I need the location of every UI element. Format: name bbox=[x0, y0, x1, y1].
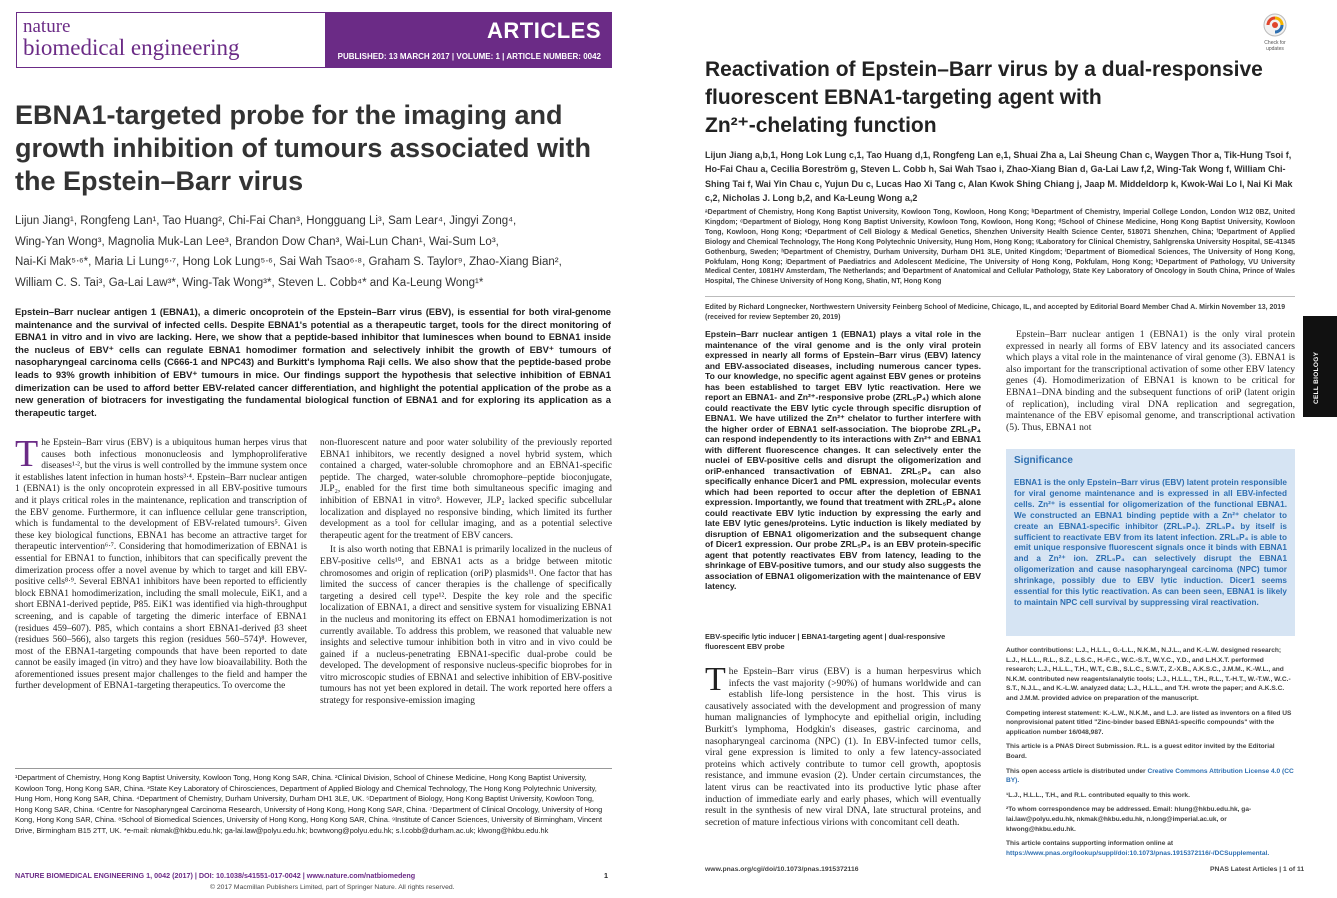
side-tab-label: CELL BIOLOGY bbox=[1313, 351, 1320, 404]
correspondence: ²To whom correspondence may be addressed. Email: hlung@hkbu.edu.hk, ga-lai.law@polyu.edu.hk, nkmak@hkbu.edu.hk, n.long@imperial.ac.uk, or klwong@hkbu.edu.hk. bbox=[1006, 806, 1252, 833]
check-updates-label: Check for updates bbox=[1264, 40, 1286, 52]
publication-info: PUBLISHED: 13 MARCH 2017 | VOLUME: 1 | ARTICLE NUMBER: 0042 bbox=[337, 52, 601, 61]
drop-cap: T bbox=[15, 438, 39, 475]
author-list: Lijun Jiang a,b,1, Hong Lok Lung c,1, Tao Huang d,1, Rongfeng Lan e,1, Shuai Zha a, Lai Sheung Chan c, Waygen Thor a, Tik-Hung Tsoi f, Ho-Fai Chau a, Cecilia Boreström g, Steven L. Cobb h, Sai Wah Tsao i, Zhao-Xiang Bian d, Ga-Lai Law f,2, Wing-Tak Wong f, William Chi-Shing Tai f, Wai Yin Chau c, Yujun Du c, Lucas Hao Xi Tang c, Alan Kwok Shing Chiang j, Jaap M. Middeldorp k, Kwok-Wai Lo l, Nai Ki Mak c,2, Nicholas J. Long b,2, and Ka-Leung Wong a,2 bbox=[705, 150, 1293, 204]
journal-name-line2: biomedical engineering bbox=[23, 35, 240, 60]
body-text: he Epstein–Barr virus (EBV) is a ubiquitous human herpes virus that causes both infectious mononucleosis and lymphoproliferative diseases¹ᐧ², but the virus is well controlled by the immune system once it establishes latent infection in human hosts³ᐧ⁴. Epstein–Barr nuclear antigen 1 (EBNA1) is the only oncoprotein expressed in all EBV-positive tumours and it plays critical roles in the maintenance, replication and transcription of the EBV genome. Furthermore, it can influence cellular gene transcription, which is fundamental to the development of EBV-related tumours⁵. Given these key biological functions, EBNA1 has become an attractive target for therapeutic intervention⁶ᐧ⁷. Considering that homodimerization of EBNA1 is essential for EBNA1 to function, inhibitors that can specifically prevent the dimerization process offer a novel avenue by which to target and kill EBV-positive cells⁸ᐧ⁹. Several EBNA1 inhibitors have been reported to efficiently block EBNA1 homodimerization, including the small molecule, EiK1, and a short EBNA1-derived peptide, P85. EiK1 was identified via high-throughput screening, and is capable of targeting the dimeric interface of EBNA1 (residues 459–607). P85, which contains a short EBNA1-derived β3 sheet (residues 560–566), also targets this region (residues 560–574)⁸. However, most of the EBNA1-targeting compounds that have been reported to date cannot be easily imaged (in vitro) and they have low bioavailability. Both the aforementioned issues present major challenges to the field and hamper the further development of EBNA1-targeting therapeutics. To overcome the bbox=[15, 438, 307, 692]
competing-interest: Competing interest statement: K.-L.W., N.K.M., and L.J. are listed as inventors on a filed US nonprovisional patent titled "Zinc-binder based EBNA1-specific compounds" with the application number 16/048,987. bbox=[1006, 709, 1292, 736]
article-title: EBNA1-targeted probe for the imaging and growth inhibition of tumours associated with the Epstein–Barr virus bbox=[15, 100, 591, 196]
pnas-direct-note: This article is a PNAS Direct Submission. R.L. is a guest editor invited by the Editorial Board. bbox=[1006, 743, 1275, 760]
journal-logo bbox=[23, 17, 240, 59]
citation-footer: NATURE BIOMEDICAL ENGINEERING 1, 0042 (2017) | DOI: 10.1038/s41551-017-0042 | www.nature.com/natbiomedeng bbox=[15, 871, 416, 880]
body-paragraph: It is also worth noting that EBNA1 is primarily localized in the nucleus of EBV-positive cells¹⁰, and EBNA1 acts as a bridge between mitotic chromosomes and origin of replication (oriP) plasmids¹¹. One factor that has limited the success of cancer therapies is the challenge of specifically targeting a desired cell type¹². Despite the key role and the specific localization of EBNA1, a direct and sensitive system for visualizing EBNA1 in the nucleus and monitoring its effect on EBNA1 homodimerization is not currently available. To address this problem, we reasoned that valuable new insights and selective tumour inhibition both in vitro and in vivo could be gained if a nucleus-penetrating EBNA1-specific dual-probe could be developed. The development of responsive nucleus-specific bioprobes for in vitro microscopic studies of EBNA1 and selective inhibition of EBV-positive tumours has not yet been explored in detail. The work reported here offers a strategy for responsive-emission imaging bbox=[320, 545, 612, 707]
supporting-link[interactable]: https://www.pnas.org/lookup/suppl/doi:10.1073/pnas.1915372116/-/DCSupplemental. bbox=[1006, 849, 1270, 857]
affiliation-footnotes: ¹Department of Chemistry, Hong Kong Baptist University, Kowloon Tong, Hong Kong SAR, China. ²Clinical Division, School of Chinese Medicine, Hong Kong Baptist University, Kowloon Tong, Hong Kong SAR, China. ³State Key Laboratory of Chirosciences, Department of Applied Biology and Chemical Technology, The Hong Kong Polytechnic University, Hung Hom, Hong Kong SAR, China. ⁴Department of Chemistry, Durham University, Durham DH1 3LE, UK. ⁵Department of Biology, Hong Kong Baptist University, Kowloon Tong, Hong Kong SAR, China. ⁶Centre for Nasopharyngeal Carcinoma Research, University of Hong Kong, Hong Kong SAR, China. ⁷Department of Clinical Oncology, University of Hong Kong, Hong Kong SAR, China. ⁸School of Biomedical Sciences, University of Hong Kong, Hong Kong SAR, China. ⁹Institute of Cancer Sciences, University of Birmingham, Vincent Drive, Birmingham B15 2TT, UK. *e-mail: nkmak@hkbu.edu.hk; ga-lai.law@polyu.edu.hk; bcwtwong@polyu.edu.hk; s.l.cobb@durham.ac.uk; klwong@hkbu.edu.hk bbox=[15, 773, 603, 835]
page-footer: PNAS Latest Articles | 1 of 11 bbox=[1210, 866, 1305, 873]
left-article-page bbox=[0, 0, 630, 898]
body-column-right: Epstein–Barr nuclear antigen 1 (EBNA1) is the only viral protein expressed in nearly all forms of EBV latency and its associated cancers which plays a vital role in the maintenance of viral genome (3). EBNA1 is also important for the transcriptional activation of some other EBV latency genes (4). Homodimerization of EBNA1 is known to be critical for EBNA1–DNA binding and the subsequent functions of oriP (latent origin of replication), including viral DNA replication and segregation, maintenance of the EBV episomal genome, and transcriptional activation (5). Thus, EBNA1 not bbox=[1006, 329, 1295, 433]
author-line: Nai-Ki Mak⁵ᐧ⁶*, Maria Li Lung⁶ᐧ⁷, Hong Lok Lung⁵ᐧ⁶, Sai Wah Tsao⁶ᐧ⁸, Graham S. Taylor⁹, Zhao-Xiang Bian², bbox=[15, 256, 562, 268]
author-line: Wing-Yan Wong³, Magnolia Muk-Lan Lee³, Brandon Dow Chan³, Wai-Lun Chan¹, Wai-Sum Lo³, bbox=[15, 235, 499, 248]
supporting-text: This article contains supporting information online at bbox=[1006, 840, 1174, 848]
body-column-2 bbox=[320, 438, 612, 750]
author-list bbox=[15, 211, 615, 293]
journal-masthead bbox=[16, 12, 612, 68]
significance-text: EBNA1 is the only Epstein–Barr virus (EBV) latent protein responsible for viral genome maintenance and is expressed in all EBV-infected cells. Zn²⁺ is essential for oligomerization of the functional EBNA1. We constructed an EBNA1 binding peptide with a Zn²⁺ chelator to create an EBNA1-specific inhibitor (ZRL₅P₄). ZRL₅P₄ by itself is sufficient to reactivate EBV from its latent infection. ZRL₅P₄ is able to emit unique responsive fluorescent signals once it binds with EBNA1 and a Zn²⁺ ion. ZRL₅P₄ can selectively disrupt the EBNA1 oligomerization and cause nasopharyngeal carcinoma (NPC) tumor shrinkage, possibly due to EBV lytic induction. Dicer1 seems essential for this lytic reactivation. As can been seen, EBNA1 is likely to maintain NPC cell survival by suppressing viral reactivation. bbox=[1014, 478, 1287, 607]
page-number: 1 bbox=[604, 871, 608, 880]
open-access-text: This open access article is distributed under bbox=[1006, 767, 1146, 775]
body-paragraph: non-fluorescent nature and poor water solubility of the previously reported EBNA1 inhibitors, we recently designed a novel hybrid system, which contained a charged, water-soluble chromophore and an EBNA1-specific peptide. The charged, water-soluble chromophore–peptide bioconjugate, JLP₂, enabled for the first time both simultaneous specific imaging and inhibition of EBNA1 in vitro⁹. However, JLP₂ lacked specific subcellular localization and displayed no responsive binding, which limited its further development as a tool for cellular imaging, and as a potential selective therapeutic agent for the treatment of EBV cancers. bbox=[320, 438, 612, 541]
author-contributions: Author contributions: L.J., H.L.L., G.-L.L., N.K.M., N.J.L., and K.-L.W. designed research; L.J., H.L.L., R.L., S.Z., L.S.C., H.-F.C., W.C.-S.T., W.Y.C., Y.D., and L.H.X.T. performed research; L.J., H.L.L., T.H., W.T., C.B., S.L.C., S.W.T., Z.-X.B., A.K.S.C., J.M.M., K.-W.L., and N.K.M. contributed new reagents/analytic tools; L.J., H.L.L., T.H., R.L., T.-H.T., W.-T.W., W.C.-S.T., N.J.L., and K.-L.W. analyzed data; L.J., H.L.L., and T.H. wrote the paper; and A.K.S.C. and J.M.M. provided advice on preparation of the manuscript. bbox=[1006, 647, 1291, 702]
check-for-updates-badge[interactable] bbox=[1259, 12, 1291, 52]
section-label: ARTICLES bbox=[487, 18, 601, 43]
supporting-info bbox=[1006, 839, 1295, 858]
right-article-page bbox=[690, 0, 1337, 898]
open-access-note bbox=[1006, 767, 1295, 786]
equal-contribution: ¹L.J., H.L.L., T.H., and R.L. contributed equally to this work. bbox=[1006, 791, 1190, 799]
journal-name-line1: nature bbox=[23, 16, 71, 37]
abstract: Epstein–Barr nuclear antigen 1 (EBNA1), a dimeric oncoprotein of the Epstein–Barr virus (EBV), is essential for both viral-genome maintenance and the survival of infected cells. Despite EBNA1's potential as a therapeutic target, tools for the direct monitoring of EBNA1 in vitro and in vivo are lacking. Here, we show that a peptide-based inhibitor that luminesces when bound to EBNA1 inside the nucleus of EBV⁺ cells can regulate EBNA1 homodimer formation and selectively inhibit the growth of EBV⁺ tumours of nasopharyngeal carcinoma cells (C666-1 and NPC43) and Burkitt's lymphoma Raji cells. We also show that the peptide-based probe leads to 93% growth inhibition of EBV⁺ tumours in mice. Our findings support the hypothesis that selective inhibition of EBNA1 dimerization can be used to afford better EBV-related cancer differentiation, and highlight the potential application of the probe as a new generation of biotracers for investigating the fundamental biological function of EBNA1 and for exploring its application as a therapeutic target. bbox=[15, 306, 611, 418]
title-line: fluorescent EBNA1-targeting agent with bbox=[705, 86, 1102, 109]
drop-cap: T bbox=[705, 666, 726, 698]
body-text: he Epstein–Barr virus (EBV) is a human herpesvirus which infects the vast majority (>90%) of humans worldwide and can establish life-long persistence in the host. This virus is causatively associated with the development and progression of many human malignancies of lymphocyte and epithelial origin, including Burkitt's lymphoma, Hodgkin's diseases, gastric carcinoma, and nasopharyngeal carcinoma (NPC) (1). In EBV-infected tumor cells, viral gene expression is limited to only a few latency-associated proteins which actively contribute to tumor cell growth, apoptosis resistance, and immune evasion (2). Under certain circumstances, the latent virus can be reactivated into its productive lytic phase after induction of immediate early and early phases, which will eventually result in the synthesis of new viral DNA, late structural proteins, and secretion of mature infectious virions with concomitant cell death. bbox=[705, 666, 981, 828]
body-column-left bbox=[705, 666, 981, 852]
copyright: © 2017 Macmillan Publishers Limited, part of Springer Nature. All rights reserved. bbox=[210, 884, 455, 891]
title-line: Zn²⁺-chelating function bbox=[705, 114, 937, 137]
editor-note: Edited by Richard Longnecker, Northwestern University Feinberg School of Medicine, Chicago, IL, and accepted by Editorial Board Member Chad A. Mirkin November 13, 2019 (received for review September 20, 2019) bbox=[705, 304, 1286, 321]
title-line: Reactivation of Epstein–Barr virus by a dual-responsive bbox=[705, 58, 1263, 81]
article-title bbox=[705, 56, 1305, 140]
author-line: William C. S. Tai³, Ga-Lai Law³*, Wing-Tak Wong³*, Steven L. Cobb⁴* and Ka-Leung Wong¹* bbox=[15, 276, 484, 289]
significance-heading: Significance bbox=[1014, 455, 1073, 466]
license-link[interactable]: Creative Commons Attribution License 4.0 (CC BY). bbox=[1006, 767, 1294, 785]
keywords: EBV-specific lytic inducer | EBNA1-targeting agent | dual-responsive fluorescent EBV probe bbox=[705, 632, 946, 651]
footnote-divider bbox=[15, 768, 612, 769]
abstract: Epstein–Barr nuclear antigen 1 (EBNA1) plays a vital role in the maintenance of the viral genome and is the only viral protein expressed in nearly all forms of Epstein–Barr virus (EBV) latency and EBV-associated diseases, including numerous cancer types. To our knowledge, no specific agent against EBV genes or proteins has been established to target EBV lytic reactivation. Here we report an EBNA1- and Zn²⁺-responsive probe (ZRL₅P₄) which alone could reactivate the EBV lytic cycle through specific disruption of EBNA1. We have utilized the Zn²⁺ chelator to further interfere with the higher order of EBNA1 self-association. The bioprobe ZRL₅P₄ can respond independently to its interactions with Zn²⁺ and EBNA1 with different fluorescence changes. It can selectively enter the nuclei of EBV-positive cells and disrupt the oligomerization and oriP-enhanced transactivation of EBNA1. ZRL₅P₄ can also specifically enhance Dicer1 and PML expression, molecular events which had been reported to occur after the depletion of EBNA1 expression. Importantly, we found that treatment with ZRL₅P₄ alone could reactivate EBV lytic induction by expressing the early and late EBV lytic genes/proteins. Lytic induction is likely mediated by disruption of EBNA1 oligomerization and the subsequent change of Dicer1 expression. Our probe ZRL₅P₄ is an EBV protein-specific agent that potently reactivates EBV from latency, leading to the shrinkage of EBV-positive tumors, and our study also suggests the association of EBNA1 oligomerization with the maintenance of EBV latency. bbox=[705, 329, 981, 591]
author-line: Lijun Jiang¹, Rongfeng Lan¹, Tao Huang², Chi-Fai Chan³, Hongguang Li³, Sam Lear⁴, Jingyi Zong⁴, bbox=[15, 215, 517, 227]
section-side-tab bbox=[1303, 316, 1337, 417]
body-column-1 bbox=[15, 438, 307, 750]
header-divider bbox=[705, 296, 1295, 297]
doi-footer: www.pnas.org/cgi/doi/10.1073/pnas.1915372116 bbox=[705, 866, 859, 873]
significance-box bbox=[1006, 449, 1295, 636]
article-notes bbox=[1006, 646, 1295, 863]
section-banner bbox=[325, 13, 611, 67]
affiliations: ᵃDepartment of Chemistry, Hong Kong Baptist University, Kowloon Tong, Kowloon, Hong Kong; ᵇDepartment of Chemistry, Imperial College London, London W12 0BZ, United Kingdom; ᶜDepartment of Biology, Hong Kong Baptist University, Kowloon Tong, Kowloon, Hong Kong; ᵈSchool of Chinese Medicine, Hong Kong Baptist University, Kowloon Tong, Kowloon, Hong Kong; ᵉDepartment of Cell Biology & Medical Genetics, Shenzhen University Health Science Center, 518071 Shenzhen, China; ᶠDepartment of Applied Biology and Chemical Technology, The Hong Kong Polytechnic University, Hung Hom, Hong Kong; ᵍLaboratory for Clinical Chemistry, Sahlgrenska University Hospital, SE-41345 Gothenburg, Sweden; ʰDepartment of Chemistry, Durham University, Durham DH1 3LE, United Kingdom; ⁱDepartment of Biomedical Sciences, The University of Hong Kong, Pokfulam, Hong Kong; ʲDepartment of Paediatrics and Adolescent Medicine, The University of Hong Kong, Pokfulam, Hong Kong; ᵏDepartment of Pathology, VU University Medical Center, 1081HV Amsterdam, The Netherlands; and ˡDepartment of Anatomical and Cellular Pathology, State Key Laboratory of Oncology in South China, Prince of Wales Hospital, The Chinese University of Hong Kong, Shatin, NT, Hong Kong bbox=[705, 209, 1295, 286]
